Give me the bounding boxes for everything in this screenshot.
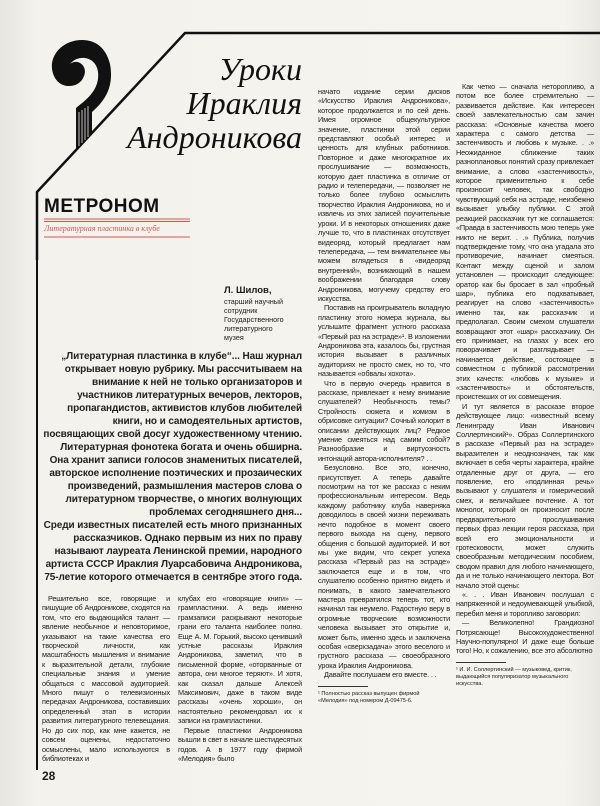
body-paragraph: клубах его «говорящие книги» — грампластинки. А ведь именно грамзаписи раскрывают некоторые грани его таланта наиболее полно. Еще А. М. Горький, высоко ценивший устные рассказы Ираклия Андроникова, заметил, что в письменной форме, «оторванные от автора, они многое теряют». И хотя, как сказал дальше Алексей Максимович, даже в таком виде рассказы «очень хороши», он настоятельно рекомендовал их к записи на грампластинки. (178, 594, 302, 726)
title-line-1: Уроки (218, 51, 302, 87)
author-name: Л. Шилов, (224, 285, 272, 296)
left-columns (42, 594, 302, 763)
text-column-2 (178, 594, 302, 763)
footnote: ¹ И. И. Соллертинский — музыковед, критик, выдающийся популяризатор музыкального искусства. (456, 662, 594, 688)
lead-text: „Литературная пластинка в клубе“... Наш журнал открывает новую рубрику. Мы рассчитываем на внимание к ней не только организаторов и участников литературных вечеров, лекторов, пропагандистов, активистов клубов любителей книги, но и самодеятельных артистов, посвящающих свой досуг художественному чтению. Литературная фонотека богата и очень обширна. Она хранит записи голосов знаменитых писателей, авторское исполнение поэтических и прозаических произведений, размышления мастеров слова о литературном творчестве, о многих волнующих проблемах сегодняшнего дня... (43, 351, 302, 518)
text-column-1 (42, 594, 170, 763)
body-paragraph: Поставив на проигрыватель вкладную пластинку этого номера журнала, вы услышите фрагмент устного рассказа «Первый раз на эстраде»¹. В изложении Андроникова эта, казалось бы, грустная история вызывает в различных аудиториях не просто смех, но то, что называется «обвалы хохота». (318, 303, 450, 379)
author-position-line: сотрудник (224, 306, 258, 315)
author-position-line: Государственного (224, 315, 284, 324)
author-position-line: музея (224, 333, 244, 342)
author-position-line: старший научный (224, 297, 283, 306)
metronome-scroll-icon (52, 40, 111, 150)
body-paragraph: Как четко — сначала неторопливо, а потом все более стремительно — развивается действие. Как интересен своей завлекательностью сам зачин рассказа: «Основные качества моего характера с самого детства — застенчивость и любовь к музыке. . .» Неожиданное сближение таких разноплановых понятий сразу привлекает внимание, а слово «застенчивость», которое применительно к себе произносит человек, так свободно чувствующий себя на эстраде, неизбежно вызывает улыбку публики. С этой реакцией рассказчик тут же соглашается: «Правда в застенчивость мою теперь уже никто не верит. . .» Публика, получив подтверждение тому, что она угадала это противоречие, начинает смеяться. Контакт между сценой и залом установлен — происходит следующее: оратор как бы бросает в зал «пробный шар», публика его подхватывает, реагирует на слово «застенчивость» именно так, как рассказчик и предполагал. Своим смехом слушатели возвращают этот «шар» рассказчику. Он его принимает, на глазах у всех его поворачивает и разглядывает — начинается действие, состоящее в совместном с публикой рассмотрении этих качеств: «любовь к музыке» и «застенчивость» и обстоятельств, проистекших от их совмещения. (456, 82, 594, 402)
rubric-label: Литературная пластинка в клубе (44, 224, 160, 233)
middle-column-area (318, 87, 450, 705)
body-paragraph: «. . . Иван Иванович послушал с напряженной и недоумевающей улыбкой, перебил меня и торопливо заговорил: (456, 589, 594, 618)
title-line-2: Ираклия (186, 85, 302, 121)
frame-left-line (36, 192, 38, 770)
left-text-area (42, 350, 302, 783)
text-column-3 (318, 87, 450, 680)
body-paragraph: начато издание серии дисков «Искусство Ираклия Андроникова», которое продолжается и по сей день. Имея огромное общекультурное значение, пластинки этой серии представляют особый интерес и ценность для клубных работников. Повторное и даже многократное их прослушивание — возможность, которую дает пластинка в отличие от радио и телепередачи, — позволяет не только более глубоко осмыслить творчество Ираклия Андроникова, но и извлечь из этих записей поучительные уроки. И в некоторых отношениях даже лучше то, что в пластинках отсутствует видеоряд, который предлагает нам телепередача, — тем внимательнее мы можем вглядеться в «видеоряд внутренний», возникающий в нашем воображении благодаря слову Андроникова, могучему средству его искусства. (318, 87, 450, 303)
body-paragraph: Первые пластинки Андроникова вышли в свет в начале шестидесятых годов. А в 1977 году фирмой «Мелодия» было (178, 725, 302, 763)
logo-text: МЕТРОНОМ (44, 196, 160, 217)
right-column-area (456, 82, 594, 688)
lead-paragraph (42, 350, 302, 584)
author-block (224, 285, 304, 342)
page-title (120, 52, 302, 154)
footnote: ¹ Полностью рассказ выпущен фирмой «Мелодия» под номером Д-09475-6. (318, 686, 450, 705)
body-paragraph: Решительно все, говорящие и пишущие об Андроникове, сходятся на том, что его выдающийся талант — явление необычное и неповторимое, указывают на такие качества его творческой личности, как масштабность мышления и внимание к выразительной детали, глубокие специальные знания и умение общаться с массовой аудиторией. Много пишут о телевизионных передачах Андроникова, составивших определенный этап в истории развития литературного телевещания. Но до сих пор, как мне кажется, не совсем оценены, недостаточно осмыслены, мало используются в библиотеках и (42, 594, 170, 763)
body-paragraph: Что в первую очередь нравится в рассказе, привлекает к нему внимание слушателей? Необычность темы? Стройность сюжета и комизм в обрисовке ситуации? Сочный колорит в описании действующих лиц? Редкое умение смеяться над самим собой? Разнообразие и виртуозность интонаций автора-исполнителя? . . (318, 378, 450, 463)
author-position-line: литературного (224, 324, 273, 333)
body-paragraph: — Великолепно! Грандиозно! Потрясающе! Высокохудожественно! Научно-популярно! И даже еще больше того! Но, к сожалению, все это абсолютно (456, 618, 594, 656)
lead-text: Среди известных писателей есть много признанных рассказчиков. Однако первым из них по праву называют лауреата Ленинской премии, народного артиста СССР Ираклия Луарсабовича Андроникова, 75-летие которого отмечается в сентябре этого года. (43, 520, 302, 583)
body-paragraph: Безусловно. Все это, конечно, присутствует. А теперь давайте посмотрим на тот же рассказ с неким профессиональным интересом. Ведь каждому работнику клуба наверняка доводилось в своей жизни переживать нечто подобное в момент своего первого выхода на сцену, первого общения с большой аудиторией. И вот мы уже видим, что секрет успеха рассказа «Первый раз на эстраде» заключается еще и в том, что слушателю особенно приятно видеть и понимать, в какого замечательного мастера превратился теперь тот, кто начинал так неумело. Радостную веру в огромные творческие возможности человека вызывает это открытие и, может быть, именно здесь и заключена особая «сверхзадача» этого веселого и грустного рассказа — своеобразного урока Ираклия Андроникова. (318, 463, 450, 670)
body-paragraph: Давайте послушаем его вместе. . . (324, 670, 437, 680)
page-number: 28 (42, 769, 56, 784)
body-paragraph: И тут является в рассказе второе действующее лицо: «известный всему Ленинграду Иван Иванович Соллертинский¹». Образ Соллертинского в рассказе «Первый раз на эстраде» выразителен и неоднозначен, так как включает в себя черты характера, крайне отдаленные друг от друга, — его появление, его «подлинная речь» вызывают у слушателя и гомерический смех, и величайшее почтение. А тот монолог, который он произносит после предварительного прослушивания первых фраз лекции героя рассказа, при всей его эмоциональности и гротесковости, может служить своеобразным методическим пособием, сводом правил для любого начинающего, да и не только начинающего лектора. Вот начало этой сцены: (456, 401, 594, 590)
text-column-4 (456, 82, 594, 656)
title-line-3: Андроникова (127, 119, 302, 155)
